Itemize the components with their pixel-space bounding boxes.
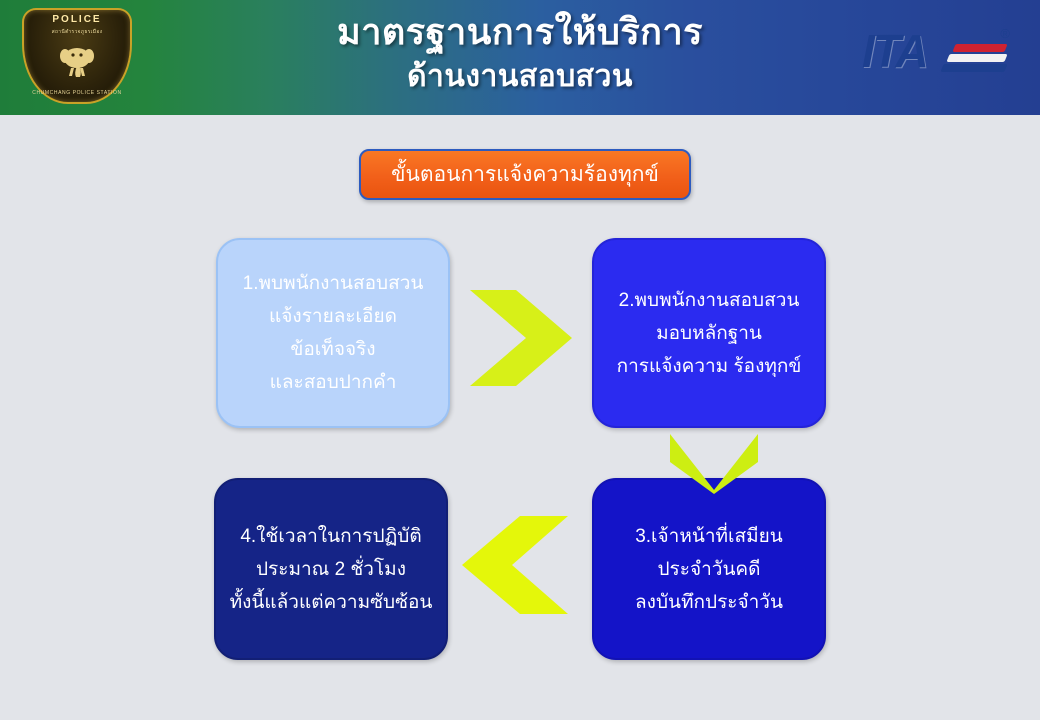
ita-registered-mark: ® <box>1000 26 1010 41</box>
flow-node-line: ประมาณ 2 ชั่วโมง <box>256 558 406 580</box>
flow-node-step-1 <box>216 238 450 428</box>
flow-node-line: 4.ใช้เวลาในการปฏิบัติ <box>240 525 422 547</box>
arrow-down-icon <box>668 432 760 494</box>
flow-node-line: ข้อเท็จจริง <box>290 339 376 360</box>
badge-sub-text: สถานีตำรวจภูธรเมือง <box>51 29 103 35</box>
ita-stripe-white <box>946 54 1007 62</box>
process-title-banner: ขั้นตอนการแจ้งความร้องทุกข์ <box>359 149 691 200</box>
flow-node-line: แจ้งรายละเอียด <box>269 306 397 327</box>
flow-node-line: ทั้งนี้แล้วแต่ความซับซ้อน <box>229 591 433 613</box>
flow-node-step-2 <box>592 238 826 428</box>
ita-stripe-red <box>952 44 1007 52</box>
flow-node-line: 1.พบพนักงานสอบสวน <box>242 273 424 294</box>
flow-node-line: 3.เจ้าหน้าที่เสมียน <box>635 525 783 547</box>
flow-node-line: ประจำวันคดี <box>657 558 761 580</box>
arrow-right-icon <box>466 286 582 390</box>
ita-stripe-blue <box>940 64 1007 72</box>
flow-node-step-4 <box>214 478 448 660</box>
flow-node-line: ลงบันทึกประจำวัน <box>635 591 783 613</box>
flow-node-line: 2.พบพนักงานสอบสวน <box>618 289 800 311</box>
flow-node-step-3 <box>592 478 826 660</box>
slide-header <box>0 0 1040 115</box>
badge-top-text: POLICE <box>52 14 102 25</box>
page-title-line1: มาตรฐานการให้บริการ <box>336 11 704 52</box>
flow-node-line: มอบหลักฐาน <box>656 322 762 344</box>
page-title-line2: ด้านงานสอบสวน <box>407 60 633 93</box>
ita-logo-text: ITA <box>862 25 927 77</box>
badge-bottom-text: CHUMCHANG POLICE STATION <box>32 90 122 96</box>
ita-logo-icon <box>862 18 1012 90</box>
flow-node-line: การแจ้งความ ร้องทุกข์ <box>616 355 802 377</box>
flow-node-line: และสอบปากคำ <box>269 372 397 393</box>
arrow-left-icon <box>452 512 572 618</box>
